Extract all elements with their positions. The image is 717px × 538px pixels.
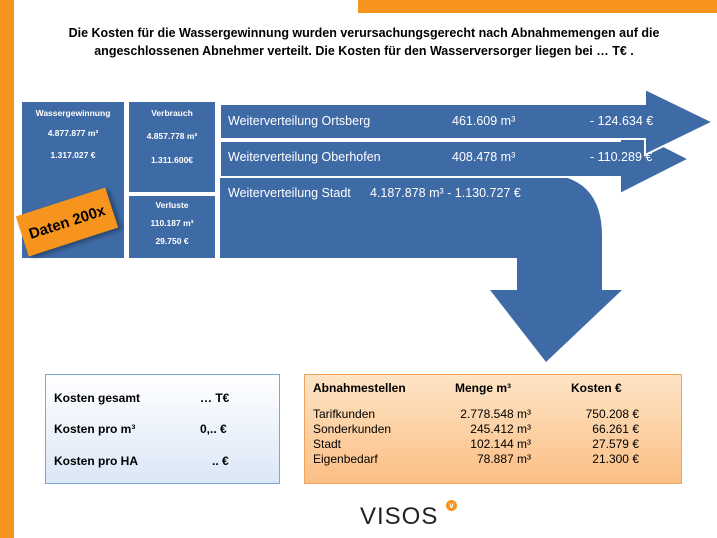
- flow-oberhofen-cost: - 110.289 €: [590, 150, 653, 164]
- table-row: [305, 422, 681, 438]
- source-cost: 1.317.027 €: [50, 150, 96, 160]
- table-cell-name: Eigenbedarf: [313, 452, 378, 466]
- source-volume: 4.877.877 m³: [47, 128, 99, 138]
- consumption-volume: 4.857.778 m³: [146, 131, 198, 141]
- summary-label: Kosten pro m³: [54, 422, 136, 436]
- table-cell-name: Stadt: [313, 437, 342, 451]
- summary-row: [54, 422, 271, 438]
- table-cell-volume: 245.412 m³: [470, 422, 531, 436]
- consumption-title: Verbrauch: [151, 108, 193, 118]
- summary-value: .. €: [212, 454, 229, 468]
- table-row: [305, 407, 681, 423]
- table-cell-cost: 21.300 €: [592, 452, 639, 466]
- table-cell-cost: 66.261 €: [592, 422, 639, 436]
- header-abnahmestellen: Abnahmestellen: [313, 381, 406, 395]
- table-cell-volume: 102.144 m³: [470, 437, 531, 451]
- table-cell-cost: 750.208 €: [585, 407, 639, 421]
- flow-oberhofen-label: Weiterverteilung Oberhofen: [228, 150, 381, 164]
- cost-summary-box: [45, 374, 280, 484]
- flow-stadt-label: Weiterverteilung Stadt: [228, 186, 351, 200]
- losses-title: Verluste: [155, 200, 189, 210]
- stadt-flow-arrow: [220, 174, 622, 362]
- source-title: Wassergewinnung: [35, 108, 111, 118]
- flow-ortsberg-volume: 461.609 m³: [452, 114, 516, 128]
- flow-ortsberg-cost: - 124.634 €: [590, 114, 654, 128]
- flow-stadt-volume-cost: 4.187.878 m³ - 1.130.727 €: [370, 186, 521, 200]
- table-row: [305, 452, 681, 468]
- summary-value: … T€: [200, 391, 230, 405]
- flow-ortsberg-label: Weiterverteilung Ortsberg: [228, 114, 371, 128]
- consumption-cost: 1.311.600€: [150, 155, 194, 165]
- flow-oberhofen-volume: 408.478 m³: [452, 150, 516, 164]
- table-cell-name: Sonderkunden: [313, 422, 392, 436]
- losses-volume: 110.187 m³: [150, 218, 194, 228]
- table-cell-volume: 2.778.548 m³: [460, 407, 531, 421]
- summary-label: Kosten gesamt: [54, 391, 141, 405]
- table-cell-cost: 27.579 €: [592, 437, 639, 451]
- summary-label: Kosten pro HA: [54, 454, 138, 468]
- header-menge: Menge m³: [455, 381, 512, 395]
- consumption-box: [129, 102, 215, 192]
- summary-row: [54, 391, 271, 407]
- summary-row: [54, 454, 271, 470]
- losses-box: [129, 196, 215, 258]
- table-cell-volume: 78.887 m³: [476, 452, 531, 466]
- customer-cost-table: [304, 374, 682, 484]
- losses-cost: 29.750 €: [155, 236, 189, 246]
- data-year-tag: Daten 200x: [16, 188, 118, 257]
- summary-value: 0,.. €: [200, 422, 227, 436]
- table-row: [305, 437, 681, 453]
- headline-line-1: Die Kosten für die Wassergewinnung wurden verursachungsgerecht nach Abnahmemengen auf die: [68, 26, 660, 40]
- headline-line-2: angeschlossenen Abnehmer verteilt. Die Kosten für den Wasserversorger liegen bei … T€ .: [94, 44, 634, 58]
- table-cell-name: Tarifkunden: [313, 407, 376, 421]
- logo-v-badge-icon: v: [446, 500, 457, 511]
- header-kosten: Kosten €: [571, 381, 622, 395]
- visos-logo: VISOS: [360, 503, 439, 530]
